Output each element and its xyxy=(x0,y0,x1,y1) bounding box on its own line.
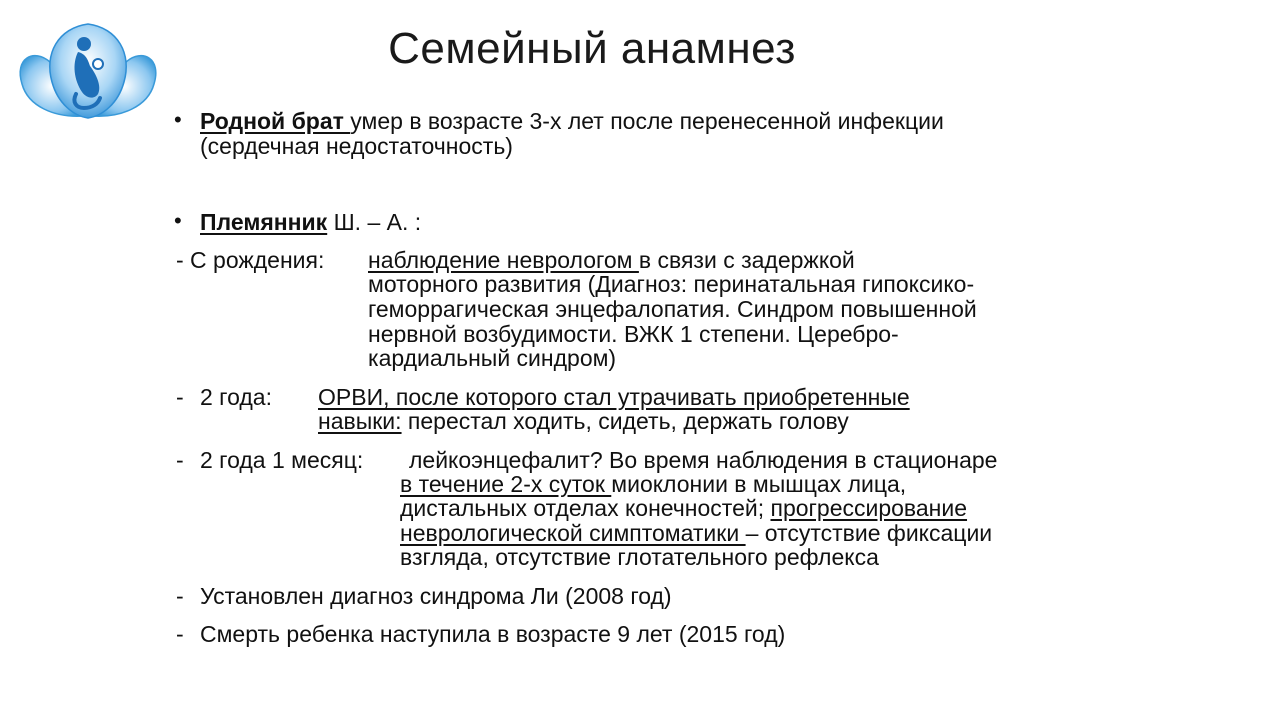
from-birth-prefix: - С рождения: xyxy=(176,247,325,273)
age-2-rest: перестал ходить, сидеть, держать голову xyxy=(401,408,849,434)
from-birth-line-4: нервной возбудимости. ВЖК 1 степени. Церебро- xyxy=(368,321,899,347)
age-2-1-line-1: лейкоэнцефалит? Во время наблюдения в стационаре xyxy=(409,447,998,473)
age-2-1-rest-4: – отсутствие фиксации xyxy=(745,520,993,546)
age-2-line-2 xyxy=(318,409,849,433)
brother-line-2: (сердечная недостаточность) xyxy=(200,133,513,159)
age-2-1-line-4 xyxy=(400,521,992,545)
age-2-skills: навыки: xyxy=(318,408,402,434)
brother-text-1: умер в возрасте 3-х лет после перенесенной инфекции xyxy=(350,108,944,134)
bullet-icon: • xyxy=(174,107,182,132)
nephew-label: Племянник xyxy=(200,209,328,235)
age-2-dash: - xyxy=(176,384,184,410)
page-title: Семейный анамнез xyxy=(388,24,796,73)
from-birth-line-2: моторного развития (Диагноз: перинатальная гипоксико- xyxy=(368,271,975,297)
diagnosis-text: Установлен диагноз синдрома Ли (2008 год) xyxy=(200,583,672,609)
age-2-line-1: ОРВИ, после которого стал утрачивать приобретенные xyxy=(318,384,910,410)
nephew-heading xyxy=(200,210,421,234)
age-2-prefix: 2 года: xyxy=(200,384,272,410)
from-birth-line-3: геморрагическая энцефалопатия. Синдром повышенной xyxy=(368,296,977,322)
death-text: Смерть ребенка наступила в возрасте 9 лет (2015 год) xyxy=(200,621,786,647)
age-2-1-underlined-c: неврологической симптоматики xyxy=(400,520,746,546)
from-birth-line-5: кардиальный синдром) xyxy=(368,345,617,371)
age-2-1-rest-2: миоклонии в мышцах лица, xyxy=(611,471,907,497)
age-2-1-prefix: 2 года 1 месяц: xyxy=(200,447,364,473)
age-2-1-dash: - xyxy=(176,447,184,473)
diagnosis-dash: - xyxy=(176,583,184,609)
age-2-1-plain-3: дистальных отделах конечностей; xyxy=(400,495,771,521)
age-2-1-underlined-b: прогрессирование xyxy=(770,495,968,521)
bullet-icon: • xyxy=(174,208,182,233)
from-birth-line-1 xyxy=(368,248,855,272)
from-birth-underlined: наблюдение неврологом xyxy=(368,247,639,273)
age-2-1-underlined-a: в течение 2-х суток xyxy=(400,471,612,497)
age-2-1-line-3 xyxy=(400,496,967,520)
brother-label: Родной брат xyxy=(200,108,351,134)
death-dash: - xyxy=(176,621,184,647)
from-birth-rest: в связи с задержкой xyxy=(638,247,855,273)
age-2-1-line-5: взгляда, отсутствие глотательного рефлекса xyxy=(400,544,879,570)
age-2-1-line-2 xyxy=(400,472,906,496)
nephew-name: Ш. – А. : xyxy=(327,209,422,235)
brother-line-1 xyxy=(200,109,944,133)
